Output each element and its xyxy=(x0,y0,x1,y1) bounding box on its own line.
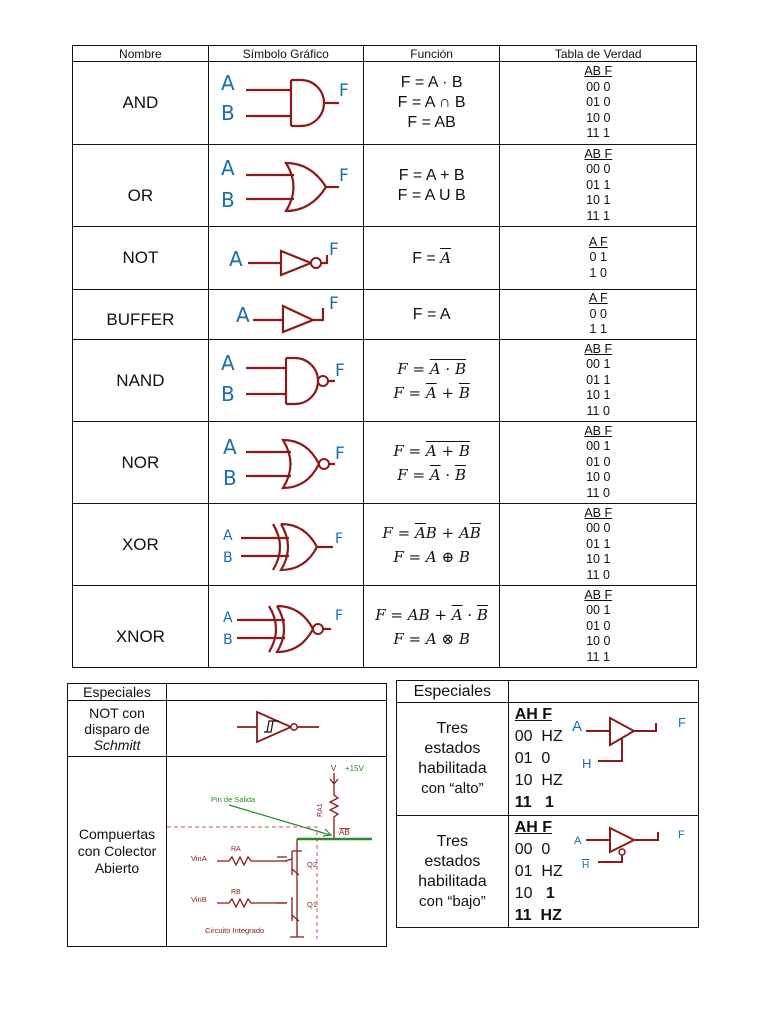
open-collector-circuit xyxy=(167,757,387,947)
table-row xyxy=(73,586,697,668)
schmitt-label: NOT con disparo de Schmitt xyxy=(68,701,167,757)
xor-truth-table: AB F 00 0 01 1 10 1 11 0 xyxy=(500,504,697,586)
header-nombre: Nombre xyxy=(73,46,209,62)
label-f: F xyxy=(338,81,349,101)
table-header-row xyxy=(397,681,699,703)
pin-label: Pin de Salida xyxy=(211,795,256,804)
table-header-row xyxy=(73,46,697,62)
xor-gate-symbol xyxy=(208,504,363,586)
and-gate-symbol xyxy=(208,62,363,145)
rb-label: RB xyxy=(231,889,241,896)
not-gate-symbol xyxy=(208,227,363,290)
label-a: A xyxy=(220,155,235,180)
label-b: B xyxy=(220,101,235,125)
header-simbolo: Símbolo Gráfico xyxy=(208,46,363,62)
logic-gates-table xyxy=(72,45,697,668)
q1-label: Q1 xyxy=(307,900,318,909)
label-h: H xyxy=(581,756,592,771)
table-row xyxy=(397,816,699,928)
tri-state-high-desc: Tres estados habilitada con “alto” xyxy=(397,703,509,816)
xnor-gate-symbol xyxy=(208,586,363,668)
tri-state-low-truth-table: AH F 00 0 01 HZ 10 1 11 HZ xyxy=(508,816,568,928)
label-b: B xyxy=(222,465,237,490)
tri-state-low-desc: Tres estados habilitada con “bajo” xyxy=(397,816,509,928)
label-b: B xyxy=(222,549,233,566)
table-row xyxy=(73,145,697,227)
collector-label: Compuertas con Colector Abierto xyxy=(68,757,167,947)
buffer-function: F = A xyxy=(363,290,500,340)
label-f: F xyxy=(328,240,339,260)
nor-truth-table: AB F 00 1 01 0 10 0 11 0 xyxy=(500,422,697,504)
xnor-function: F = AB + $\overline{A} \cdot \overline{B}$ F = A ⊗ B xyxy=(363,586,500,668)
buffer-truth-table: A F 0 0 1 1 xyxy=(500,290,697,340)
label-b: B xyxy=(222,631,233,648)
label-a: A xyxy=(573,835,582,847)
or-truth-table: AB F 00 0 01 1 10 1 11 1 xyxy=(500,145,697,227)
table-row xyxy=(73,62,697,145)
xnor-truth-table: AB F 00 1 01 0 10 0 11 1 xyxy=(500,586,697,668)
table-row xyxy=(73,422,697,504)
label-a: A xyxy=(222,434,237,459)
and-function: F = A · B F = A ∩ B F = AB xyxy=(363,62,500,145)
gate-name: XOR xyxy=(73,504,209,586)
header-funcion: Función xyxy=(363,46,500,62)
vina-label: VinA xyxy=(191,854,207,863)
vinb-label: VinB xyxy=(191,895,207,904)
ab-output-label: AB xyxy=(339,828,350,837)
table-row xyxy=(73,504,697,586)
gate-name: AND xyxy=(73,62,209,145)
label-f: F xyxy=(334,360,345,381)
q2-label: Q2 xyxy=(307,860,318,869)
label-a: A xyxy=(571,718,582,735)
label-a: A xyxy=(228,247,243,271)
especiales-header: Especiales xyxy=(397,681,509,703)
label-a: A xyxy=(220,71,235,95)
nor-gate-symbol xyxy=(208,422,363,504)
gate-name: NAND xyxy=(73,340,209,422)
not-function: $F = \overline{A}$ xyxy=(363,227,500,290)
label-a: A xyxy=(220,350,235,375)
ra-label: RA xyxy=(231,846,241,853)
label-b: B xyxy=(220,381,235,406)
label-a: A xyxy=(222,609,233,626)
label-a: A xyxy=(235,302,250,327)
gate-name: OR xyxy=(73,145,209,227)
nand-gate-symbol xyxy=(208,340,363,422)
label-f: F xyxy=(328,293,339,314)
gate-name: NOR xyxy=(73,422,209,504)
gate-name: BUFFER xyxy=(73,290,209,340)
table-row xyxy=(73,290,697,340)
schmitt-gate-symbol xyxy=(167,701,387,757)
tri-state-high-truth-table: AH F 00 HZ 01 0 10 HZ 11 1 xyxy=(508,703,568,816)
table-row xyxy=(73,227,697,290)
ic-label: Circuito Integrado xyxy=(205,926,265,935)
label-f: F xyxy=(334,443,345,464)
tri-state-low-symbol xyxy=(568,816,699,928)
table-row xyxy=(68,701,387,757)
v-value: +15V xyxy=(345,764,364,773)
label-f: F xyxy=(677,829,685,841)
nand-function: F = A · B $F = \overline{A} + \overline{B}$ xyxy=(363,340,500,422)
not-truth-table: A F 0 1 1 0 xyxy=(500,227,697,290)
ra1-label: RA1 xyxy=(317,803,324,817)
header-tabla: Tabla de Verdad xyxy=(500,46,697,62)
especiales-header: Especiales xyxy=(68,684,167,701)
table-row xyxy=(68,757,387,947)
label-f: F xyxy=(338,165,349,186)
especiales-left-table xyxy=(67,683,387,947)
especiales-right-table xyxy=(396,680,699,928)
table-row xyxy=(397,703,699,816)
and-truth-table: AB F 00 0 01 0 10 0 11 1 xyxy=(500,62,697,145)
tri-state-high-symbol xyxy=(568,703,699,816)
label-a: A xyxy=(222,527,233,544)
or-function: F = A + B F = A U B xyxy=(363,145,500,227)
label-f: F xyxy=(334,607,343,624)
gate-name: XNOR xyxy=(73,586,209,668)
or-gate-symbol xyxy=(208,145,363,227)
table-header-row xyxy=(68,684,387,701)
table-row xyxy=(73,340,697,422)
buffer-gate-symbol xyxy=(208,290,363,340)
v-label: V xyxy=(331,764,337,773)
xor-function: $F = \overline{A}B + A\overline{B}$ F = A ⊕ B xyxy=(363,504,500,586)
label-b: B xyxy=(220,187,235,212)
nand-truth-table: AB F 00 1 01 1 10 1 11 0 xyxy=(500,340,697,422)
nor-function: F = A + B $F = \overline{A} \cdot \overline{B}$ xyxy=(363,422,500,504)
label-f: F xyxy=(334,530,343,547)
label-f: F xyxy=(677,715,686,730)
gate-name: NOT xyxy=(73,227,209,290)
label-h: H xyxy=(581,860,590,871)
